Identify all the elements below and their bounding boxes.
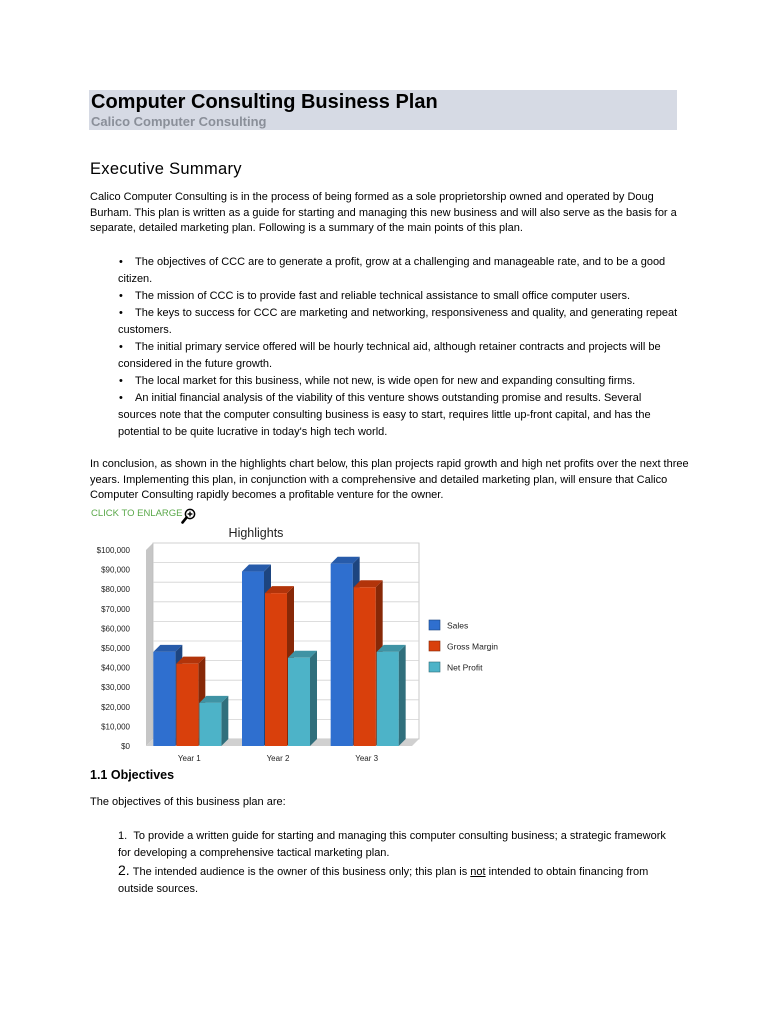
bullet-dot: • bbox=[119, 290, 123, 302]
bar-front bbox=[288, 658, 310, 746]
y-tick-label: $30,000 bbox=[101, 683, 130, 693]
list-item bbox=[118, 339, 680, 373]
legend-label: Net Profit bbox=[447, 662, 483, 673]
bar-side bbox=[310, 651, 317, 746]
bar bbox=[288, 651, 317, 746]
bullet-dot: • bbox=[119, 341, 123, 353]
executive-summary-heading: Executive Summary bbox=[90, 160, 242, 178]
objectives-heading: 1.1 Objectives bbox=[90, 768, 175, 782]
legend-swatch bbox=[429, 662, 440, 672]
objectives-intro: The objectives of this business plan are: bbox=[90, 796, 286, 808]
x-tick-label: Year 1 bbox=[177, 754, 201, 763]
bullet-text: The mission of CCC is to provide fast and reliable technical assistance to small office computer users. bbox=[135, 290, 631, 302]
bar bbox=[199, 696, 228, 746]
y-tick-label: $50,000 bbox=[101, 644, 130, 653]
y-tick-label: $80,000 bbox=[101, 585, 130, 595]
document-subtitle: Calico Computer Consulting bbox=[91, 114, 267, 129]
bar-front bbox=[331, 564, 353, 746]
bullet-dot: • bbox=[119, 392, 123, 404]
chart-side-wall bbox=[146, 543, 153, 746]
bar-front bbox=[377, 652, 399, 746]
highlights-chart bbox=[86, 520, 516, 768]
bar-side bbox=[399, 645, 406, 746]
legend-swatch bbox=[429, 641, 440, 651]
objective-text-cont: intended to obtain financing from outside sources. bbox=[118, 866, 649, 895]
executive-summary-conclusion: In conclusion, as shown in the highlights chart below, this plan projects rapid growth and high net profits over the next three years. Implementing this plan, in conjunction with a comprehensive and detailed marketing plan, will ensure that Calico Computer Consulting rapidly becomes a profitable venture for the owner. bbox=[90, 458, 689, 501]
x-tick-label: Year 2 bbox=[266, 754, 290, 763]
bar-front bbox=[242, 572, 264, 746]
bar-front bbox=[199, 703, 221, 746]
y-tick-label: $40,000 bbox=[101, 663, 130, 673]
title-banner bbox=[89, 90, 677, 130]
bar-side bbox=[221, 696, 228, 746]
summary-bullet-list bbox=[118, 254, 680, 441]
list-item bbox=[118, 390, 680, 441]
list-number: 2. bbox=[118, 862, 130, 878]
list-item bbox=[118, 862, 678, 898]
document-title: Computer Consulting Business Plan bbox=[91, 91, 438, 113]
bullet-text: An initial financial analysis of the viability of this venture shows outstanding promise and results. Several sources note that the computer consulting business is easy to start, requires little up-front capital, and has the potential to be quite lucrative in today's high tech world. bbox=[118, 392, 651, 438]
bullet-text: The local market for this business, while not new, is wide open for new and expanding consulting firms. bbox=[135, 375, 636, 387]
y-tick-label: $20,000 bbox=[101, 702, 130, 712]
y-tick-label: $10,000 bbox=[101, 722, 130, 732]
bar bbox=[377, 645, 406, 746]
list-item bbox=[118, 254, 680, 288]
executive-summary-intro: Calico Computer Consulting is in the process of being formed as a sole proprietorship owned and operated by Doug Burham. This plan is written as a guide for starting and managing this new business and will also serve as the basis for a separate, detailed marketing plan. Following is a summary of the main points of this plan. bbox=[90, 191, 677, 234]
objective-text: To provide a written guide for starting and managing this computer consulting business; a strategic framework for developing a comprehensive tactical marketing plan. bbox=[118, 830, 666, 859]
chart-title: Highlights bbox=[228, 526, 284, 540]
list-item bbox=[118, 305, 680, 339]
list-item bbox=[118, 373, 680, 390]
y-tick-label: $100,000 bbox=[96, 546, 130, 555]
bar-front bbox=[153, 652, 175, 746]
bullet-text: The initial primary service offered will be hourly technical aid, although retainer contracts and projects will be considered in the future growth. bbox=[118, 341, 661, 370]
bullet-text: The objectives of CCC are to generate a profit, grow at a challenging and manageable rate, and to be a good citizen. bbox=[118, 256, 666, 285]
legend-label: Gross Margin bbox=[447, 641, 499, 652]
bullet-dot: • bbox=[119, 375, 123, 387]
click-to-enlarge-link[interactable]: CLICK TO ENLARGE bbox=[91, 508, 183, 519]
list-number: 1. bbox=[118, 830, 128, 842]
bar-front bbox=[354, 587, 376, 746]
bar-front bbox=[176, 664, 198, 746]
emphasis-text: not bbox=[470, 866, 486, 878]
y-tick-label: $70,000 bbox=[101, 604, 130, 614]
objectives-list bbox=[118, 828, 678, 898]
legend-label: Sales bbox=[447, 620, 469, 631]
list-item bbox=[118, 288, 680, 305]
list-item bbox=[118, 828, 678, 862]
objective-text: The intended audience is the owner of this business only; this plan is bbox=[132, 866, 471, 878]
bullet-dot: • bbox=[119, 256, 123, 268]
bullet-text: The keys to success for CCC are marketing and networking, responsiveness and quality, and generating repeat customers. bbox=[118, 307, 678, 336]
x-tick-label: Year 3 bbox=[355, 754, 379, 763]
bullet-dot: • bbox=[119, 307, 123, 319]
y-tick-label: $0 bbox=[121, 742, 130, 751]
bar-front bbox=[265, 593, 287, 746]
y-tick-label: $90,000 bbox=[101, 565, 130, 575]
legend-swatch bbox=[429, 620, 440, 630]
y-tick-label: $60,000 bbox=[101, 624, 130, 634]
